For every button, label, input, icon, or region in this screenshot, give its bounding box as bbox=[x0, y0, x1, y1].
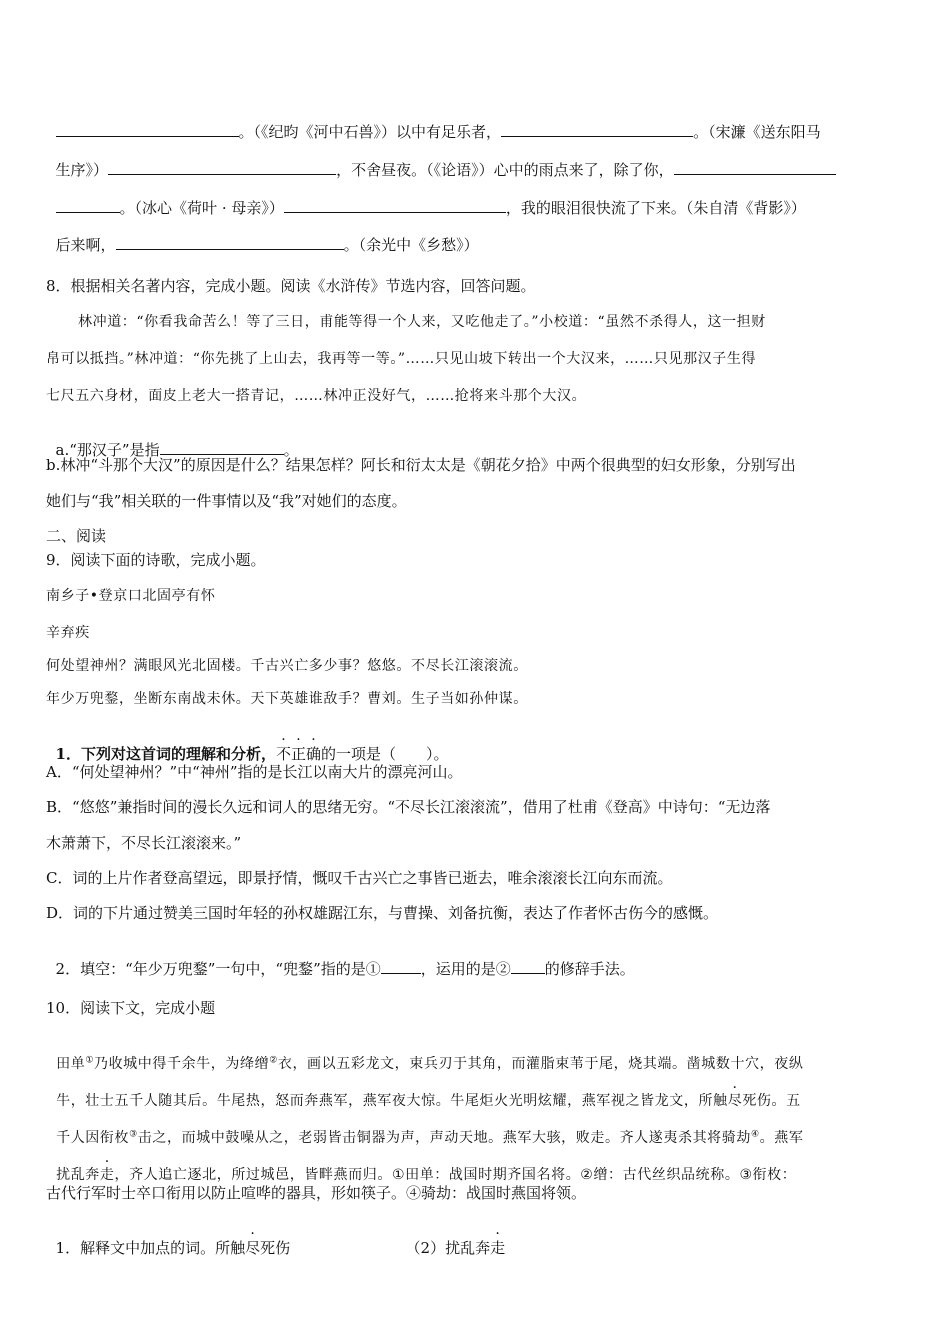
footnote-marker: ③ bbox=[129, 1129, 138, 1140]
answer-blank[interactable] bbox=[501, 122, 693, 137]
q10-passage-line-1: 田单①乃收城中得千余牛，为绛缯②衣，画以五彩龙文，束兵刃于其角，而灌脂束苇于尾，烧其端。凿城数十穴，夜纵 bbox=[56, 1055, 804, 1072]
footnotes: ①田单：战国时期齐国名将。②缯：古代丝织品统称。③衔枚： bbox=[391, 1167, 797, 1183]
option-c[interactable]: C．词的上片作者登高望远，即景抒情，慨叹千古兴亡之事皆已逝去，唯余滚滚长江向东而流。 bbox=[46, 869, 673, 887]
q10-footnotes: 古代行军时士卒口衔用以防止喧哗的器具，形如筷子。④骑劫：战国时燕国将领。 bbox=[46, 1184, 587, 1202]
answer-blank[interactable] bbox=[381, 959, 421, 974]
option-d[interactable]: D．词的下片通过赞美三国时年轻的孙权雄踞江东，与曹操、刘备抗衡，表达了作者怀古伤今的感慨。 bbox=[46, 904, 719, 922]
emphasis-char: 尽 bbox=[245, 1239, 261, 1257]
answer-blank[interactable] bbox=[108, 160, 336, 175]
q10-sub-2: （2）扰乱奔走 bbox=[405, 1239, 506, 1257]
fill-line-4: 后来啊， 。（余光中《乡愁》） bbox=[55, 236, 479, 254]
q10-sub-1: 1．解释文中加点的词。所触尽死伤 bbox=[55, 1239, 291, 1257]
emphasis-char: 确 bbox=[306, 745, 322, 763]
q10-passage-line-2: 牛，壮士五千人随其后。牛尾热，怒而奔燕军，燕军夜大惊。牛尾炬火光明炫耀，燕军视之皆龙文，所触尽死伤。五 bbox=[56, 1093, 801, 1109]
fill-line-3: 。（冰心《荷叶 · 母亲》） ，我的眼泪很快流了下来。（朱自清《背影》） bbox=[46, 178, 806, 218]
poem-line-1: 何处望神州？满眼风光北固楼。千古兴亡多少事？悠悠。不尽长江滚滚流。 bbox=[46, 658, 528, 674]
emphasis-char: 尽 bbox=[727, 1093, 743, 1109]
answer-blank[interactable] bbox=[160, 440, 284, 455]
fill-line-1: 。（《纪昀《河中石兽》）以中有足乐者， 。（宋濂《送东阳马 bbox=[46, 102, 821, 142]
q8-sub-b-line-1: b.林冲“斗那个大汉”的原因是什么？结果怎样？阿长和衍太太是《朝花夕拾》中两个很典型的妇女形象，分别写出 bbox=[46, 456, 796, 474]
answer-blank[interactable] bbox=[284, 198, 506, 213]
q8-passage-line-2: 帛可以抵挡。”林冲道：“你先挑了上山去，我再等一等。”……只见山坡下转出一个大汉来，……只见那汉子生得 bbox=[46, 351, 757, 367]
q10-passage-line-4: 扰乱奔走，齐人追亡逐北，所过城邑，皆畔燕而归。①田单：战国时期齐国名将。②缯：古代丝织品统称。③衔枚： bbox=[56, 1167, 797, 1183]
option-a[interactable]: A．“何处望神州？”中“神州”指的是长江以南大片的漂亮河山。 bbox=[46, 763, 463, 781]
fill-line-2: 生序》） ，不舍昼夜。（《论语》）心中的雨点来了，除了你， bbox=[46, 140, 836, 180]
answer-blank[interactable] bbox=[511, 959, 545, 974]
footnote-marker: ④ bbox=[750, 1129, 760, 1140]
q10-title: 10．阅读下文，完成小题 bbox=[46, 999, 216, 1017]
q8-sub-b-line-2: 她们与“我”相关联的一件事情以及“我”对她们的态度。 bbox=[46, 492, 407, 510]
q8-title: 8．根据相关名著内容，完成小题。阅读《水浒传》节选内容，回答问题。 bbox=[46, 277, 536, 295]
option-b-line-2[interactable]: 木萧萧下，不尽长江滚滚来。” bbox=[46, 834, 242, 852]
footnote-marker: ① bbox=[85, 1055, 94, 1066]
emphasis-char: 走 bbox=[99, 1167, 115, 1183]
emphasis-char: 不 bbox=[276, 745, 292, 763]
q9-title: 9．阅读下面的诗歌，完成小题。 bbox=[46, 551, 266, 569]
poem-title: 南乡子•登京口北固亭有怀 bbox=[46, 588, 216, 604]
emphasis-char: 正 bbox=[291, 745, 307, 763]
answer-blank[interactable] bbox=[56, 198, 120, 213]
emphasis-char: 走 bbox=[490, 1239, 506, 1257]
answer-blank[interactable] bbox=[116, 235, 344, 250]
q9-sub-1: 1．下列对这首词的理解和分析，不正确的一项是（ ）。 bbox=[55, 745, 449, 763]
q8-sub-a: a.“那汉子”是指 。 bbox=[55, 441, 299, 459]
q9-sub-2: 2．填空：“年少万兜鍪”一句中，“兜鍪”指的是① ，运用的是② 的修辞手法。 bbox=[55, 960, 635, 978]
section-heading: 二、阅读 bbox=[46, 527, 107, 545]
option-b-line-1[interactable]: B．“悠悠”兼指时间的漫长久远和词人的思绪无穷。“不尽长江滚滚流”，借用了杜甫《登高》中诗句：“无边落 bbox=[46, 798, 771, 816]
answer-blank[interactable] bbox=[674, 160, 836, 175]
poem-author: 辛弃疾 bbox=[46, 625, 90, 641]
poem-line-2: 年少万兜鍪，坐断东南战未休。天下英雄谁敌手？曹刘。生子当如孙仲谋。 bbox=[46, 691, 528, 707]
q8-passage-line-3: 七尺五六身材，面皮上老大一搭青记，……林冲正没好气，……抢将来斗那个大汉。 bbox=[46, 388, 587, 404]
q10-passage-line-3: 千人因衔枚③击之，而城中鼓噪从之，老弱皆击铜器为声，声动天地。燕军大骇，败走。齐人遂夷杀其将骑劫④。燕军 bbox=[56, 1129, 804, 1146]
q8-passage-line-1: 林冲道：“你看我命苦么！等了三日，甫能等得一个人来，又吃他走了。”小校道：“虽然不杀得人，这一担财 bbox=[78, 314, 766, 330]
answer-blank[interactable] bbox=[56, 122, 239, 137]
footnote-marker: ② bbox=[269, 1055, 278, 1066]
